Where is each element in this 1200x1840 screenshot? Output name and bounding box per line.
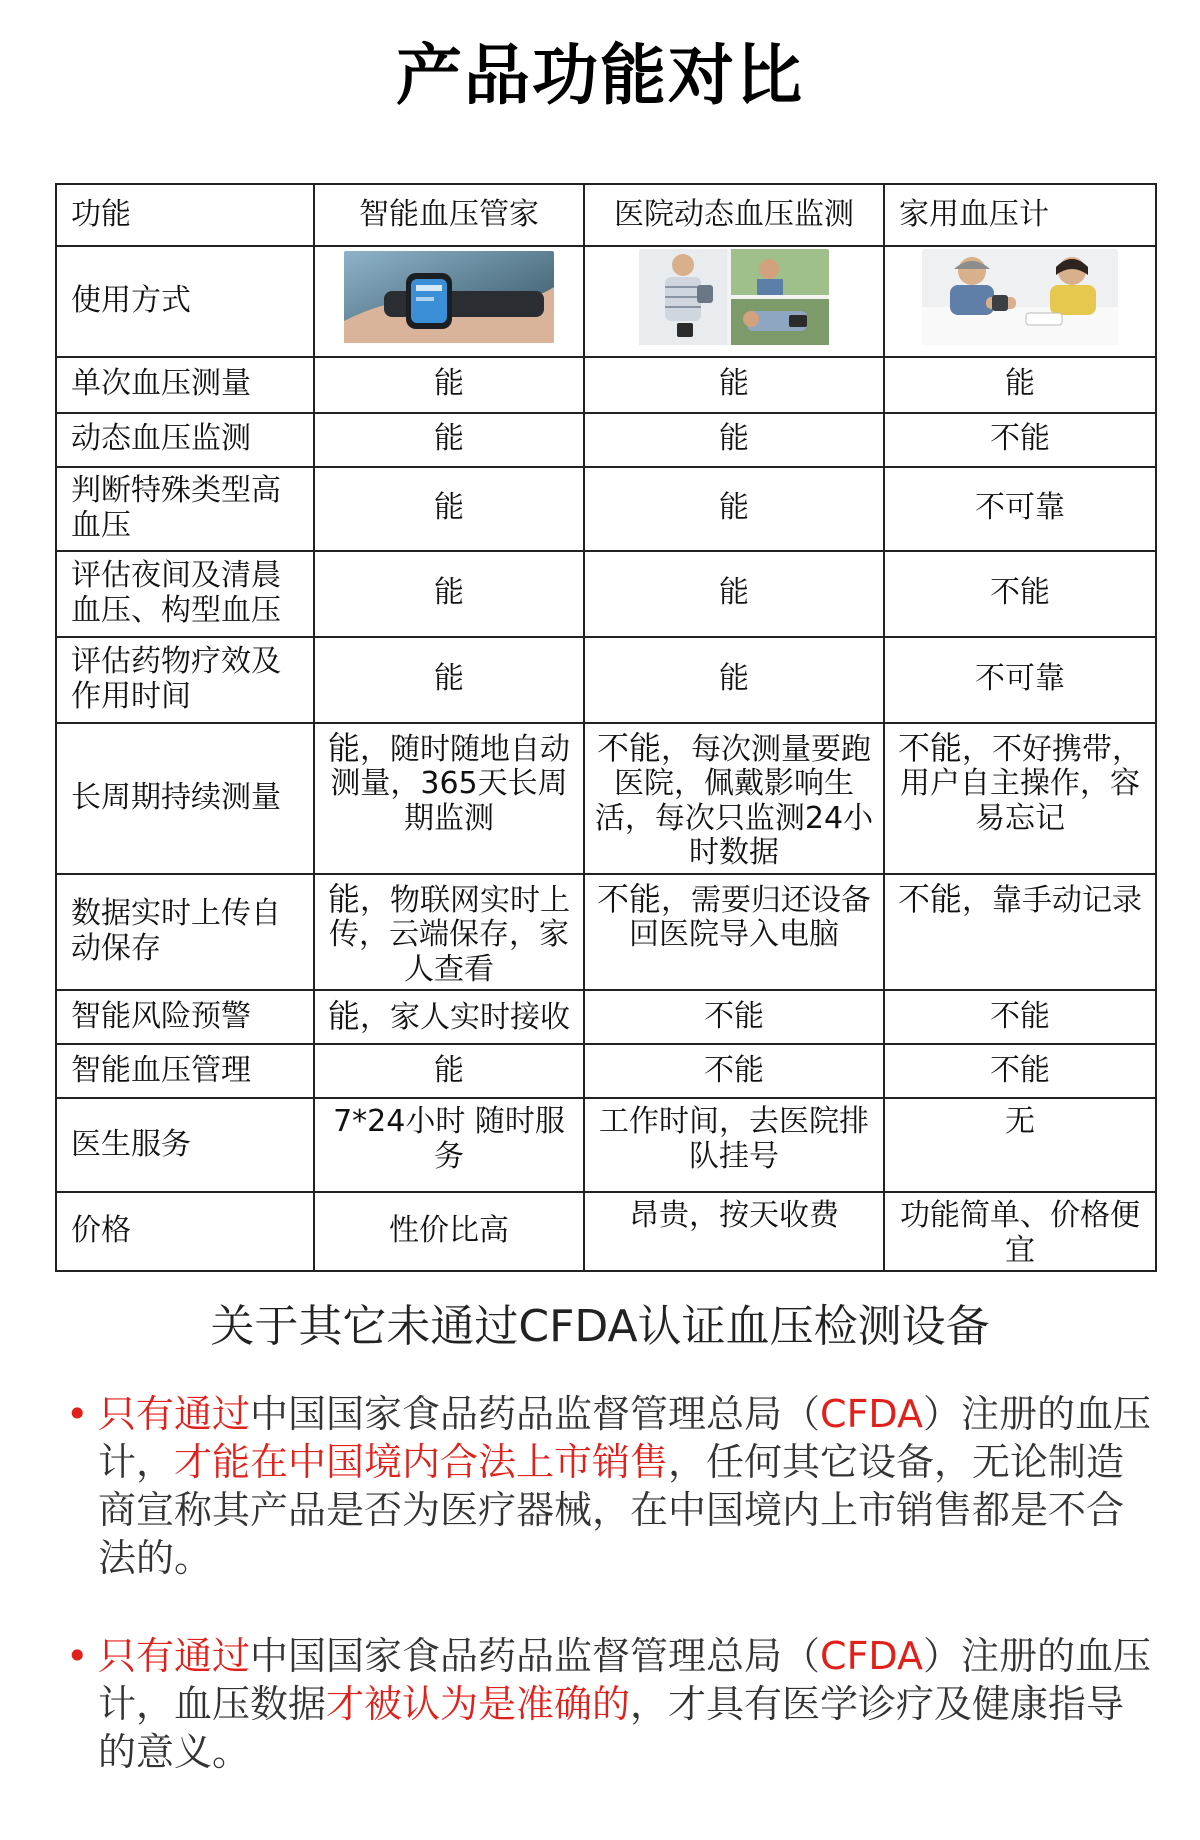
cell-hospital: 不能 <box>584 1044 884 1098</box>
cell-home: 不能 <box>884 413 1156 467</box>
list-item <box>62 1632 1152 1776</box>
list-item <box>62 1390 1152 1582</box>
cell-home: 不能 <box>884 1044 1156 1098</box>
page-title: 产品功能对比 <box>396 37 804 114</box>
cfda-notes <box>62 1390 1152 1826</box>
row-label: 动态血压监测 <box>56 413 314 467</box>
cell-lead: 不能 <box>897 728 962 767</box>
row-label: 判断特殊类型高血压 <box>56 467 314 551</box>
cell-smart <box>314 723 584 874</box>
cell-hospital: 能 <box>584 467 884 551</box>
usage-image-smartwatch <box>314 246 584 357</box>
table-row <box>56 551 1156 637</box>
cell-home: 不可靠 <box>884 467 1156 551</box>
body-text: ，任何其它设备，无论制造商宣称其产品是否为医疗器械，在中国境内上市销售都是不合法的。 <box>98 1440 1125 1580</box>
bullet-dot-icon: • <box>66 1634 89 1678</box>
row-label: 智能血压管理 <box>56 1044 314 1098</box>
row-label: 长周期持续测量 <box>56 723 314 874</box>
table-row <box>56 1098 1156 1192</box>
highlight-text: 才被认为是准确的 <box>326 1682 631 1726</box>
header-hospital-monitor: 医院动态血压监测 <box>584 184 884 246</box>
row-label: 智能风险预警 <box>56 990 314 1044</box>
cell-home: 不可靠 <box>884 637 1156 723</box>
table-row <box>56 990 1156 1044</box>
body-text: ）注册的血压计，血压数据 <box>98 1634 1152 1726</box>
cell-lead: 不能 <box>596 879 661 918</box>
table-row <box>56 467 1156 551</box>
cell-lead: 能 <box>327 997 360 1036</box>
cell-lead: 不能 <box>897 879 962 918</box>
table-row <box>56 413 1156 467</box>
usage-label: 使用方式 <box>56 246 314 357</box>
row-label: 价格 <box>56 1192 314 1271</box>
body-text: 中国国家食品药品监督管理总局（ <box>250 1392 821 1436</box>
table-row <box>56 723 1156 874</box>
smartwatch-wrist-image <box>344 251 554 352</box>
header-smart-manager: 智能血压管家 <box>314 184 584 246</box>
header-home-meter: 家用血压计 <box>884 184 1156 246</box>
bullet-dot-icon: • <box>66 1392 89 1436</box>
table-row-usage <box>56 246 1156 357</box>
cell-smart <box>314 874 584 991</box>
highlight-text: 只有通过 <box>98 1634 251 1678</box>
highlight-text: 只有通过 <box>98 1392 251 1436</box>
cell-lead: 能 <box>327 728 360 767</box>
comparison-table <box>55 183 1157 1272</box>
usage-image-hospital-monitor <box>584 246 884 357</box>
cell-home <box>884 723 1156 874</box>
cell-home: 能 <box>884 357 1156 413</box>
cell-hospital: 能 <box>584 413 884 467</box>
cell-lead: 不能 <box>596 728 661 767</box>
cell-hospital: 能 <box>584 551 884 637</box>
cell-note: ，需要归还设备回医院导入电脑 <box>629 882 871 952</box>
cell-smart: 7*24小时 随时服务 <box>314 1098 584 1192</box>
highlight-text: CFDA <box>820 1634 924 1678</box>
table-row <box>56 637 1156 723</box>
cell-smart: 能 <box>314 551 584 637</box>
cell-smart: 能 <box>314 357 584 413</box>
cell-home: 不能 <box>884 551 1156 637</box>
cell-note: ，随时随地自动测量，365天长周期监测 <box>330 731 570 836</box>
cell-home: 无 <box>884 1098 1156 1192</box>
usage-image-home-meter <box>884 246 1156 357</box>
cell-hospital: 能 <box>584 637 884 723</box>
table-row <box>56 874 1156 991</box>
cell-smart: 能 <box>314 1044 584 1098</box>
section-title: 关于其它未通过CFDA认证血压检测设备 <box>210 1301 990 1352</box>
cell-lead: 能 <box>327 879 360 918</box>
cell-note: ，靠手动记录 <box>962 882 1142 918</box>
cell-home <box>884 874 1156 991</box>
cell-smart <box>314 990 584 1044</box>
body-text: ，才具有医学诊疗及健康指导的意义。 <box>98 1682 1125 1774</box>
table-header-row <box>56 184 1156 246</box>
table-row <box>56 357 1156 413</box>
row-label: 评估夜间及清晨血压、构型血压 <box>56 551 314 637</box>
cell-smart: 能 <box>314 467 584 551</box>
header-feature: 功能 <box>56 184 314 246</box>
row-label: 医生服务 <box>56 1098 314 1192</box>
cell-home: 不能 <box>884 990 1156 1044</box>
highlight-text: 才能在中国境内合法上市销售 <box>174 1440 669 1484</box>
table-row <box>56 1192 1156 1271</box>
cell-home: 功能简单、价格便宜 <box>884 1192 1156 1271</box>
cell-hospital: 昂贵，按天收费 <box>584 1192 884 1271</box>
home-meter-image <box>922 249 1118 354</box>
body-text: ）注册的血压计， <box>98 1392 1152 1484</box>
cell-hospital <box>584 874 884 991</box>
cell-hospital: 工作时间，去医院排队挂号 <box>584 1098 884 1192</box>
highlight-text: CFDA <box>820 1392 924 1436</box>
cell-note: ，物联网实时上传，云端保存，家人查看 <box>329 882 570 987</box>
cell-smart: 性价比高 <box>314 1192 584 1271</box>
cell-hospital <box>584 723 884 874</box>
cell-hospital: 能 <box>584 357 884 413</box>
table-row <box>56 1044 1156 1098</box>
row-label: 评估药物疗效及作用时间 <box>56 637 314 723</box>
cell-smart: 能 <box>314 637 584 723</box>
body-text: 中国国家食品药品监督管理总局（ <box>250 1634 821 1678</box>
cell-note: ，每次测量要跑医院，佩戴影响生活，每次只监测24小时数据 <box>594 731 874 870</box>
hospital-monitor-image <box>639 249 829 354</box>
cell-note: ，家人实时接收 <box>360 1000 570 1036</box>
cell-hospital: 不能 <box>584 990 884 1044</box>
cell-note: ，不好携带，用户自主操作，容易忘记 <box>900 731 1142 836</box>
row-label: 单次血压测量 <box>56 357 314 413</box>
cell-smart: 能 <box>314 413 584 467</box>
row-label: 数据实时上传自动保存 <box>56 874 314 991</box>
